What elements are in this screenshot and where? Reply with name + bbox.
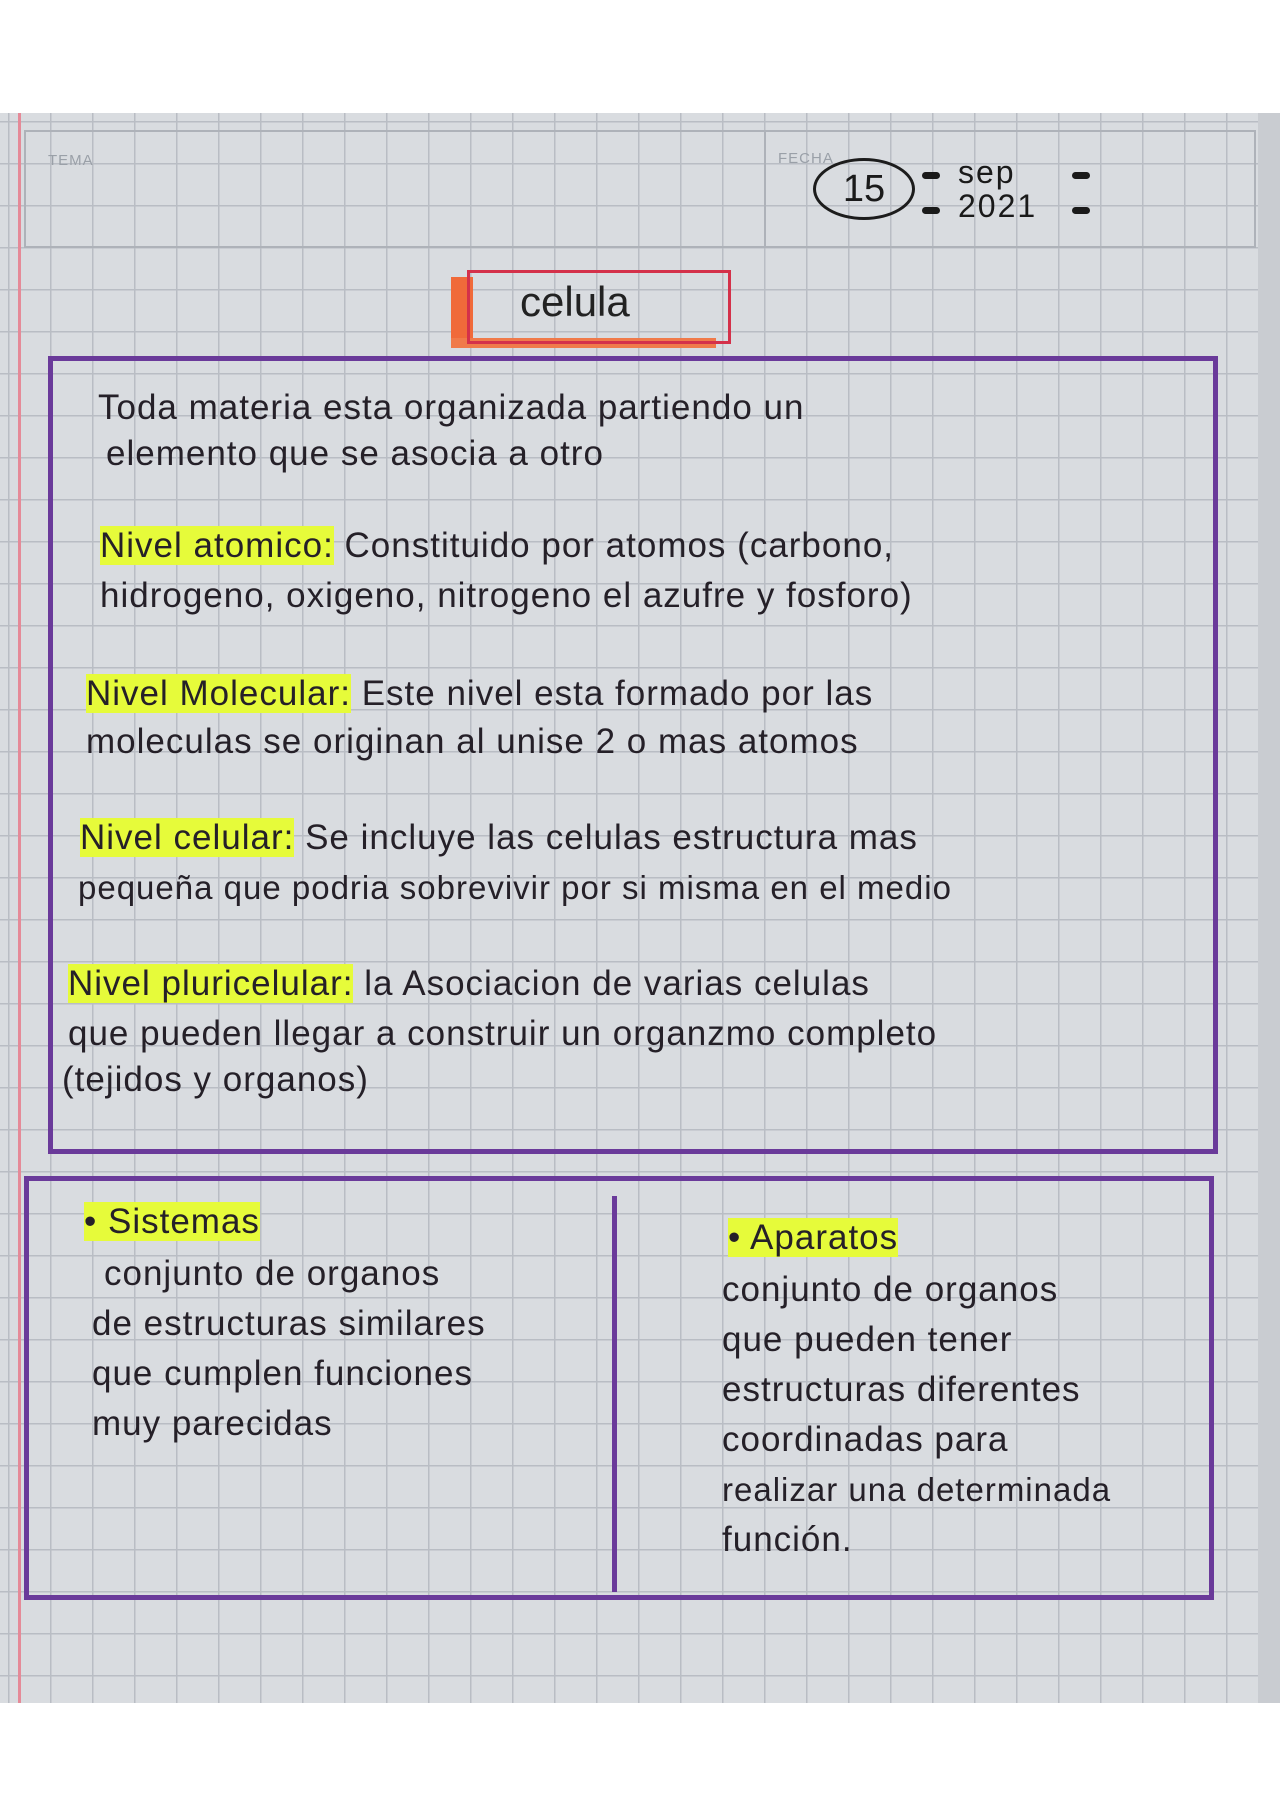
- header-field-tema: TEMA: [48, 152, 94, 169]
- aparatos-line-2: que pueden tener: [722, 1320, 1013, 1359]
- nivel-molecular-label: Nivel Molecular:: [86, 674, 351, 713]
- date-dash: [1072, 207, 1090, 214]
- nivel-pluricelular: [68, 962, 870, 1006]
- header-field-fecha: FECHA: [778, 150, 834, 167]
- nivel-pluricelular-line-2: que pueden llegar a construir un organzmo completo: [68, 1014, 938, 1053]
- aparatos-line-6: función.: [722, 1520, 853, 1559]
- nivel-celular: [80, 816, 918, 860]
- nivel-molecular-text: Este nivel esta formado por las: [350, 674, 874, 713]
- sistemas-heading: [84, 1200, 260, 1244]
- page-header-band: [24, 130, 1256, 248]
- nivel-atomico: [100, 524, 894, 568]
- page-margin-line: [18, 113, 21, 1703]
- sistemas-line-1: conjunto de organos: [104, 1254, 441, 1293]
- intro-line-2: elemento que se asocia a otro: [106, 434, 604, 473]
- page-edge: [1258, 113, 1280, 1703]
- nivel-atomico-line-2: hidrogeno, oxigeno, nitrogeno el azufre y fosforo): [100, 576, 913, 615]
- page-title: celula: [520, 278, 630, 325]
- nivel-celular-line-2: pequeña que podria sobrevivir por si misma en el medio: [78, 869, 952, 906]
- aparatos-line-5: realizar una determinada: [722, 1471, 1112, 1508]
- date-dash: [1072, 172, 1090, 179]
- aparatos-label: • Aparatos: [728, 1218, 899, 1257]
- aparatos-line-4: coordinadas para: [722, 1420, 1009, 1459]
- sistemas-line-4: muy parecidas: [92, 1404, 333, 1443]
- date-day: 15: [813, 158, 915, 220]
- date-dash: [922, 207, 940, 214]
- date-month: sep: [958, 154, 1016, 190]
- nivel-pluricelular-line-3: (tejidos y organos): [62, 1060, 369, 1099]
- sistemas-line-3: que cumplen funciones: [92, 1354, 473, 1393]
- aparatos-heading: [728, 1216, 898, 1260]
- nivel-celular-label: Nivel celular:: [80, 818, 295, 857]
- aparatos-line-3: estructuras diferentes: [722, 1370, 1081, 1409]
- sistemas-line-2: de estructuras similares: [92, 1304, 486, 1343]
- intro-line-1: Toda materia esta organizada partiendo un: [98, 388, 805, 427]
- nivel-pluricelular-text: la Asociacion de varias celulas: [353, 964, 870, 1003]
- aparatos-line-1: conjunto de organos: [722, 1270, 1059, 1309]
- header-divider: [764, 130, 766, 248]
- nivel-pluricelular-label: Nivel pluricelular:: [68, 964, 354, 1003]
- comparison-divider: [612, 1196, 617, 1592]
- nivel-molecular-line-2: moleculas se originan al unise 2 o mas atomos: [86, 722, 859, 761]
- nivel-celular-text: Se incluye las celulas estructura mas: [294, 818, 918, 857]
- sistemas-label: • Sistemas: [84, 1202, 260, 1241]
- nivel-molecular: [86, 672, 873, 716]
- nivel-atomico-label: Nivel atomico:: [100, 526, 334, 565]
- nivel-atomico-text: Constituido por atomos (carbono,: [333, 526, 895, 565]
- date-year: 2021: [958, 188, 1038, 224]
- date-dash: [922, 172, 940, 179]
